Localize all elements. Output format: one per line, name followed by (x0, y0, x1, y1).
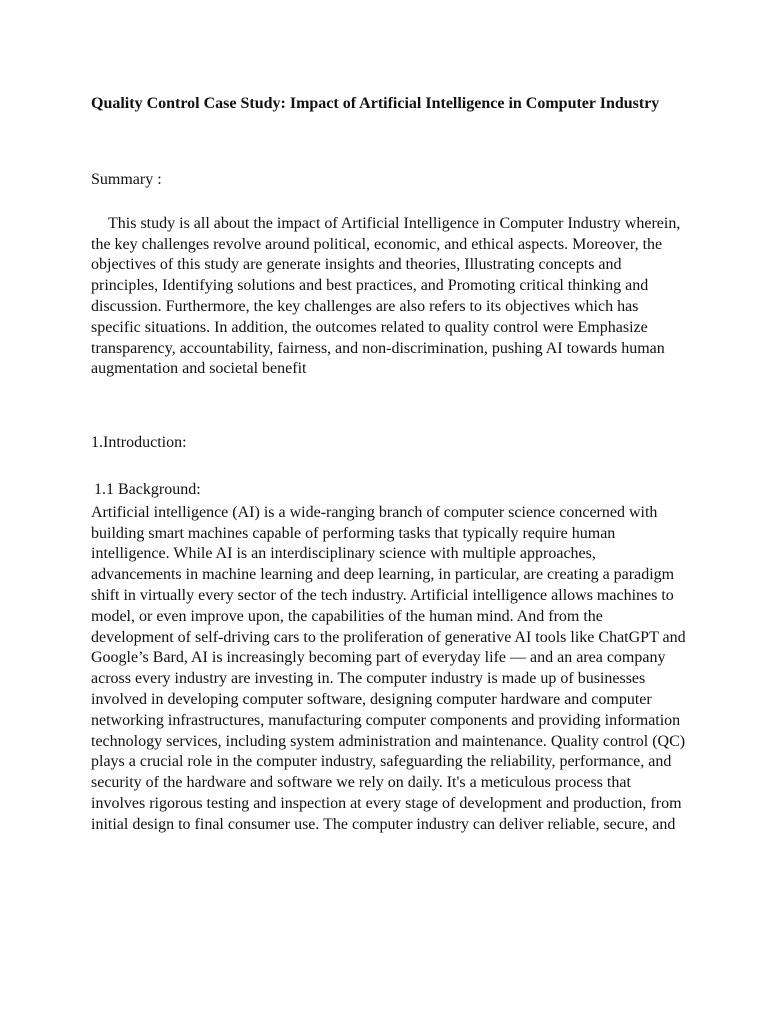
background-paragraph: Artificial intelligence (AI) is a wide-ranging branch of computer science concerned with building smart machines capable of performing tasks that typically require human intelligence. While AI is an interdisciplinary science with multiple approaches, advancements in machine learning and deep learning, in particular, are creating a paradigm shift in virtually every sector of the tech industry. Artificial intelligence allows machines to model, or even improve upon, the capabilities of the human mind. And from the development of self-driving cars to the proliferation of generative AI tools like ChatGPT and Google’s Bard, AI is increasingly becoming part of everyday life — and an area company across every industry are investing in. The computer industry is made up of businesses involved in developing computer software, designing computer hardware and computer networking infrastructures, manufacturing computer components and providing information technology services, including system administration and maintenance. Quality control (QC) plays a crucial role in the computer industry, safeguarding the reliability, performance, and security of the hardware and software we rely on daily. It's a meticulous process that involves rigorous testing and inspection at every stage of development and production, from initial design to final consumer use. The computer industry can deliver reliable, secure, and (91, 503, 686, 833)
document-page (91, 93, 687, 836)
document-title: Quality Control Case Study: Impact of Artificial Intelligence in Computer Industry (91, 95, 660, 112)
background-heading: 1.1 Background: (94, 480, 201, 498)
summary-label: Summary : (91, 171, 162, 188)
summary-paragraph: This study is all about the impact of Artificial Intelligence in Computer Industry wherein, the key challenges revolve around political, economic, and ethical aspects. Moreover, the objectives of this study are generate insights and theories, Illustrating concepts and principles, Identifying solutions and best practices, and Promoting critical thinking and discussion. Furthermore, the key challenges are also refers to its objectives which has specific situations. In addition, the outcomes related to quality control were Emphasize transparency, accountability, fairness, and non-discrimination, pushing AI towards human augmentation and societal benefit (91, 214, 681, 378)
introduction-heading: 1.Introduction: (91, 434, 187, 452)
